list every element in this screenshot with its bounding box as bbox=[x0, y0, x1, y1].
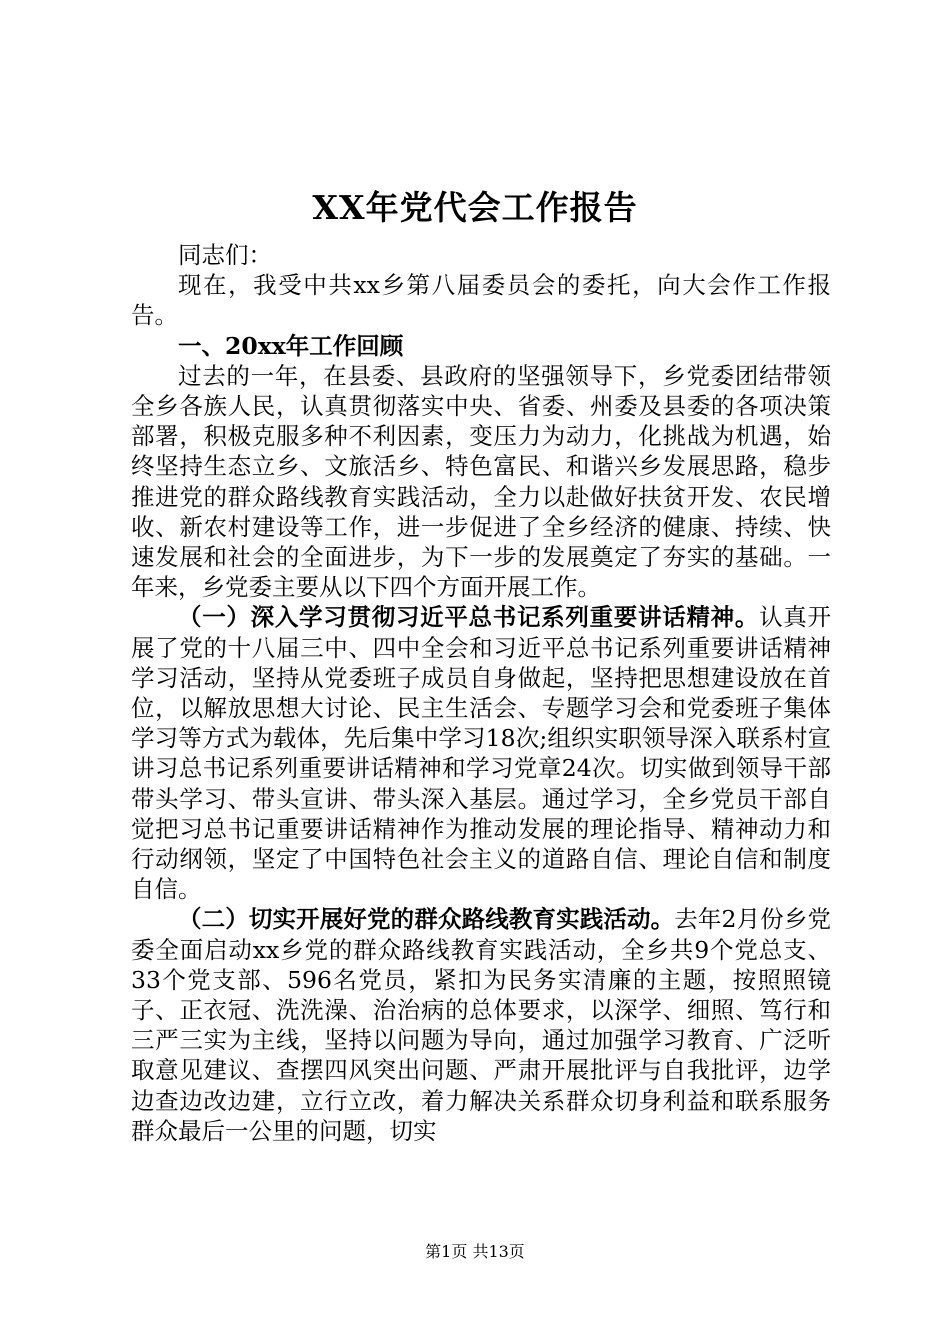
item-text-1: 认真开展了党的十八届三中、四中全会和习近平总书记系列重要讲话精神学习活动，坚持从党委班子成员自身做起，坚持把思想建设放在首位，以解放思想大讨论、民主生活会、专题学习会和党委班子集体学习等方式为载体，先后集中学习18次;组织实职领导深入联系村宣讲习总书记系列重要讲话精神和学习党章24次。切实做到领导干部带头学习、带头宣讲、带头深入基层。通过学习，全乡党员干部自觉把习总书记重要讲话精神作为推动发展的理论指导、精神动力和行动纲领，坚定了中国特色社会主义的道路自信、理论自信和制度自信。 bbox=[131, 603, 832, 904]
document-title: XX年党代会工作报告 bbox=[312, 188, 638, 227]
intro-paragraph: 现在，我受中共xx乡第八届委员会的委托，向大会作工作报告。 bbox=[131, 271, 831, 330]
item-text-2: 去年2月份乡党委全面启动xx乡党的群众路线教育实践活动，全乡共9个党总支、33个党支部、596名党员，紧扣为民务实清廉的主题，按照照镜子、正衣冠、洗洗澡、治治病的总体要求，以深学、细照、笃行和三严三实为主线，坚持以问题为导向，通过加强学习教育、广泛听取意见建议、查摆四风突出问题、严肃开展批评与自我批评，边学边查边改边建，立行立改，着力解决关系群众切身利益和联系服务群众最后一公里的问题，切实 bbox=[131, 905, 832, 1145]
section-heading: 一、20xx年工作回顾 bbox=[178, 331, 404, 360]
section-paragraph: 过去的一年，在县委、县政府的坚强领导下，乡党委团结带领全乡各族人民，认真贯彻落实中央、省委、州委及县委的各项决策部署，积极克服多种不利因素，变压力为动力，化挑战为机遇，始终坚持生态立乡、文旅活乡、特色富民、和谐兴乡发展思路，稳步推进党的群众路线教育实践活动，全力以赴做好扶贫开发、农民增收、新农村建设等工作，进一步促进了全乡经济的健康、持续、快速发展和社会的全面进步，为下一步的发展奠定了夯实的基础。一年来，乡党委主要从以下四个方面开展工作。 bbox=[131, 361, 831, 602]
page-footer: 第1页 共13页 bbox=[425, 1242, 525, 1261]
document-body bbox=[131, 240, 831, 1146]
item-heading-1: （一）深入学习贯彻习近平总书记系列重要讲话精神。 bbox=[178, 603, 760, 632]
item-paragraph-2 bbox=[131, 904, 831, 1146]
salutation: 同志们： bbox=[178, 241, 272, 269]
item-heading-2: （二）切实开展好党的群众路线教育实践活动。 bbox=[178, 905, 675, 934]
item-paragraph-1 bbox=[131, 602, 831, 904]
